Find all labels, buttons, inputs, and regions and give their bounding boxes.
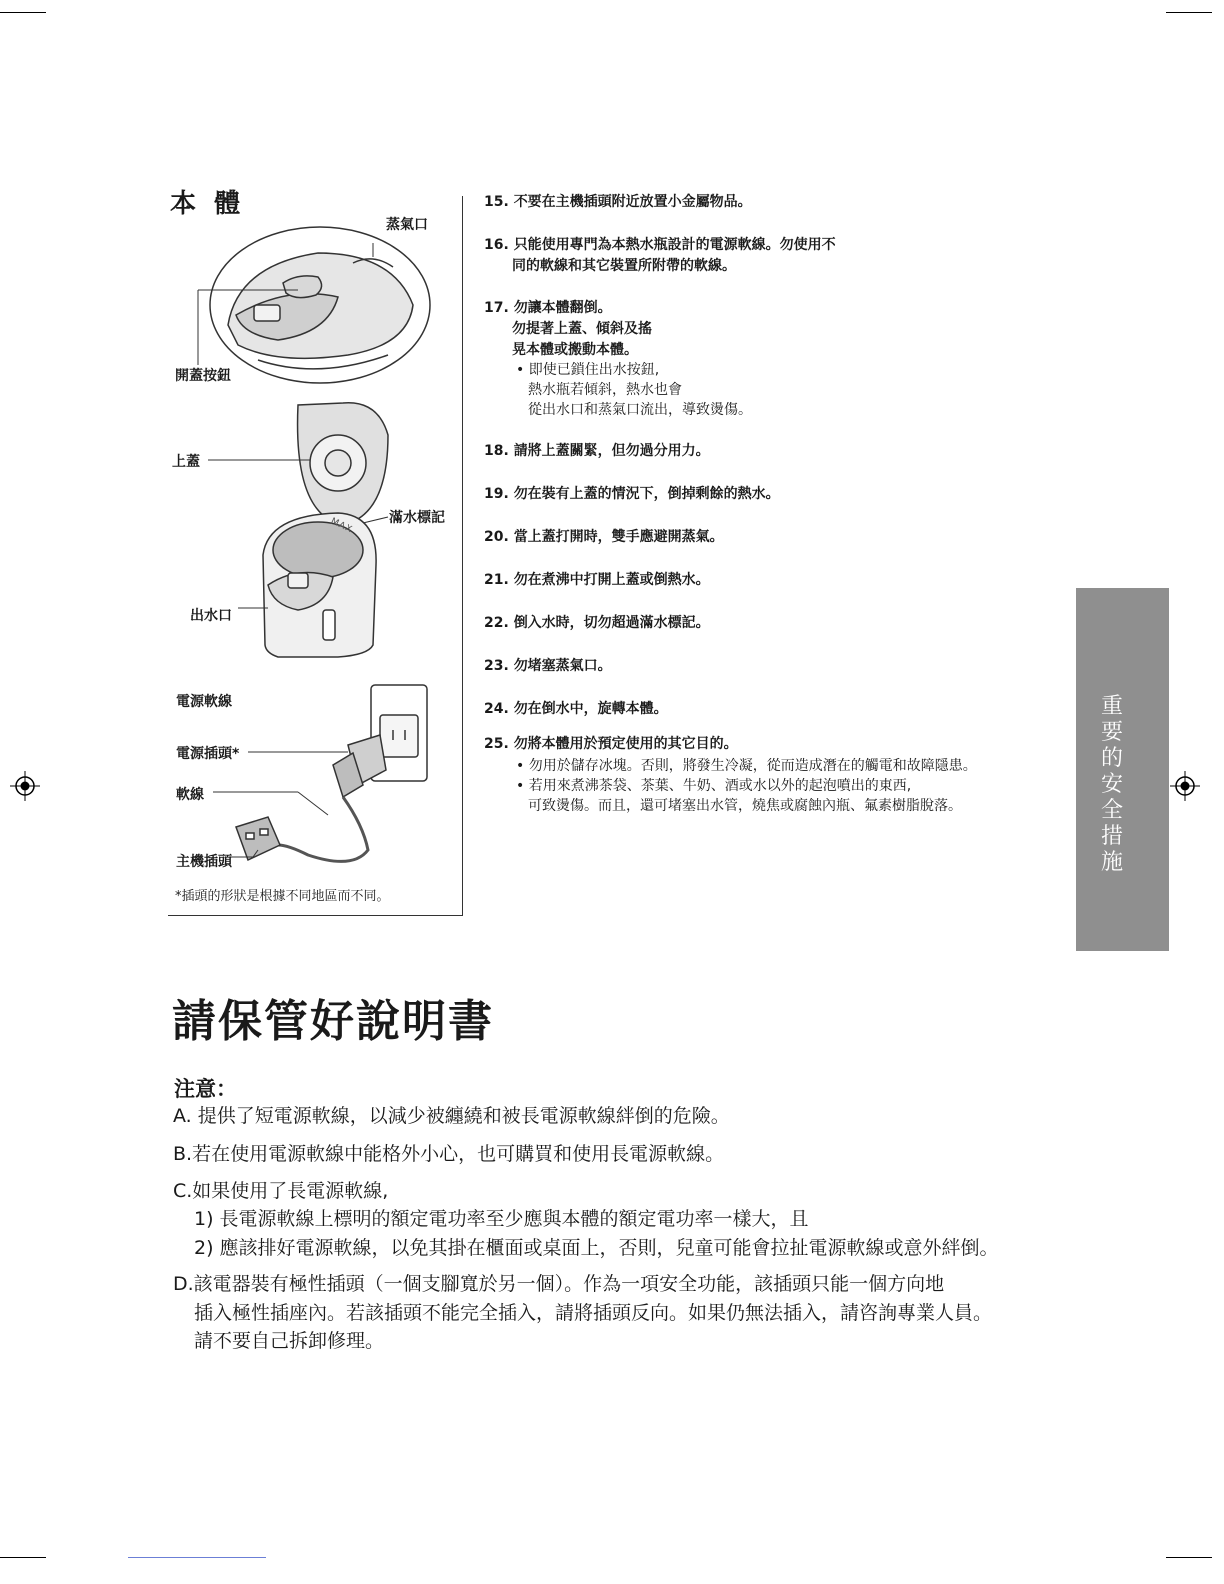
notes-title: 注意： <box>174 1077 237 1101</box>
note-c2: 2) 應該排好電源軟線，以免其掛在櫃面或桌面上，否則，兒童可能會拉扯電源軟線或意外絆倒。 <box>194 1237 999 1259</box>
power-plug-icon <box>333 735 386 797</box>
registration-mark-icon <box>1170 771 1200 801</box>
warning-16: 16. 只能使用專門為本熱水瓶設計的電源軟線。勿使用不 <box>484 237 836 253</box>
warning-18: 18. 請將上蓋關緊，但勿過分用力。 <box>484 443 710 459</box>
crop-mark <box>1166 12 1212 13</box>
registration-mark-icon <box>10 771 40 801</box>
section-side-tab-label: 重要的安全措施 <box>1100 694 1123 875</box>
label-cord: 軟線 <box>176 787 204 803</box>
label-spout: 出水口 <box>190 608 232 624</box>
appliance-plug-icon <box>236 817 280 860</box>
note-c1: 1) 長電源軟線上標明的額定電功率至少應與本體的額定電功率一樣大，且 <box>194 1208 809 1230</box>
warning-16-cont: 同的軟線和其它裝置所附帶的軟線。 <box>512 258 736 274</box>
label-power-cord: 電源軟線 <box>176 694 232 710</box>
warning-25-bullet: • 勿用於儲存冰塊。否則，將發生冷凝，從而造成潛在的觸電和故障隱患。 <box>516 758 977 774</box>
label-power-plug: 電源插頭* <box>176 746 240 762</box>
warning-25-bullet: • 若用來煮沸茶袋、茶葉、牛奶、酒或水以外的起泡噴出的東西, <box>516 778 912 794</box>
warning-19: 19. 勿在裝有上蓋的情況下，倒掉剩餘的熱水。 <box>484 486 780 502</box>
label-steam-vent: 蒸氣口 <box>386 217 428 233</box>
warning-17-bullet-cont: 從出水口和蒸氣口流出，導致燙傷。 <box>528 402 752 418</box>
label-full-mark: 滿水標記 <box>389 510 445 526</box>
warning-17-bullet-cont: 熱水瓶若傾斜，熱水也會 <box>528 382 682 398</box>
diagram-title: 本 體 <box>170 189 241 219</box>
footnote: *插頭的形狀是根據不同地區而不同。 <box>175 889 390 904</box>
crop-mark <box>1166 1557 1212 1558</box>
warning-17-line2: 勿提著上蓋、傾斜及搖 <box>512 321 652 337</box>
warning-25-bullet-cont: 可致燙傷。而且，還可堵塞出水管，燒焦或腐蝕內瓶、氟素樹脂脫落。 <box>528 798 962 814</box>
max-mark-text: MAX <box>328 516 355 536</box>
label-lid-release-button: 開蓋按鈕 <box>175 368 231 384</box>
warning-17-line3: 晃本體或搬動本體。 <box>512 342 638 358</box>
note-d: D.該電器裝有極性插頭（一個支腳寬於另一個）。作為一項安全功能，該插頭只能一個方向地 <box>173 1273 945 1295</box>
warning-24: 24. 勿在倒水中，旋轉本體。 <box>484 701 668 717</box>
warning-22: 22. 倒入水時，切勿超過滿水標記。 <box>484 615 710 631</box>
crop-mark <box>0 12 46 13</box>
open-lid-icon <box>298 403 388 525</box>
panel-bottom-border <box>168 915 463 916</box>
appliance-illustration <box>168 205 458 885</box>
warning-21: 21. 勿在煮沸中打開上蓋或倒熱水。 <box>484 572 710 588</box>
warning-25: 25. 勿將本體用於預定使用的其它目的。 <box>484 736 738 752</box>
section-title: 請保管好說明書 <box>172 996 494 1047</box>
warning-17-bullet: • 即使已鎖住出水按鈕, <box>516 362 660 378</box>
note-b: B.若在使用電源軟線中能格外小心，也可購買和使用長電源軟線。 <box>173 1143 725 1165</box>
note-d-cont: 插入極性插座內。若該插頭不能完全插入，請將插頭反向。如果仍無法插入，請咨詢專業人員。 <box>194 1302 993 1324</box>
note-a: A. 提供了短電源軟線，以減少被纏繞和被長電源軟線絆倒的危險。 <box>173 1105 730 1127</box>
note-c: C.如果使用了長電源軟線, <box>173 1180 389 1202</box>
label-appliance-plug: 主機插頭 <box>176 854 232 870</box>
note-d-cont: 請不要自己拆卸修理。 <box>194 1330 385 1352</box>
warning-15: 15. 不要在主機插頭附近放置小金屬物品。 <box>484 194 752 210</box>
panel-divider <box>462 196 463 916</box>
page-edge-line <box>128 1557 266 1558</box>
warning-17: 17. 勿讓本體翻倒。 <box>484 300 612 316</box>
pot-body-icon <box>263 513 376 657</box>
warning-23: 23. 勿堵塞蒸氣口。 <box>484 658 612 674</box>
lid-detail-icon <box>210 227 430 383</box>
label-top-lid: 上蓋 <box>172 454 200 470</box>
warning-20: 20. 當上蓋打開時，雙手應避開蒸氣。 <box>484 529 724 545</box>
crop-mark <box>0 1557 46 1558</box>
